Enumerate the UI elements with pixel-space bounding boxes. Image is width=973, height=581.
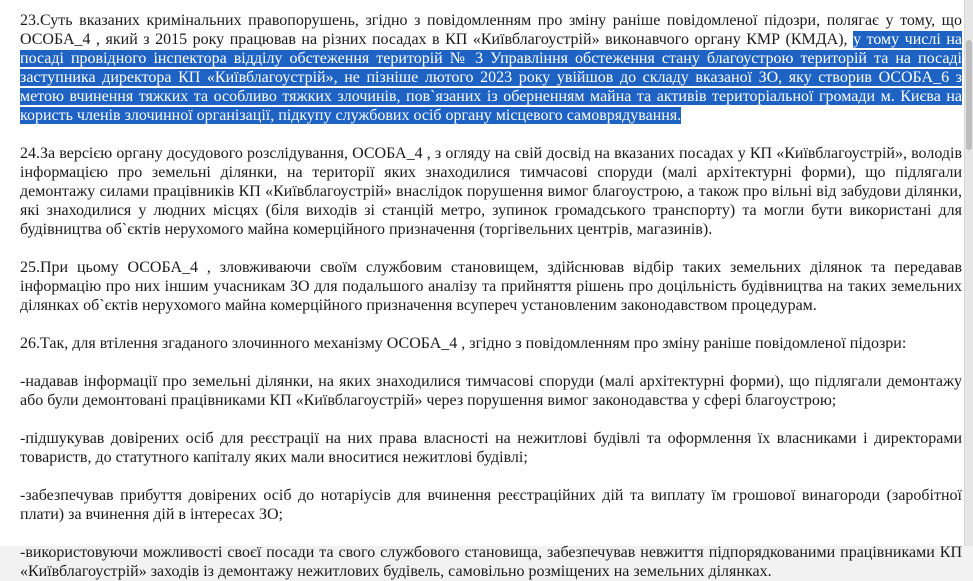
paragraph-23-text: 23.Суть вказаних кримінальних правопорушень, згідно з повідомленням про зміну раніше повідомленої підозри, полягає у тому, що ОСОБА_4 , який з 2015 року працював на різних посадах в КП «Київблагоустрій» виконавчого органу КМР (КМДА),	[20, 12, 962, 48]
scrollbar-thumb[interactable]	[966, 40, 972, 150]
paragraph-23	[20, 11, 962, 125]
list-item-1: -надавав інформації про земельні ділянки, на яких знаходилися тимчасові споруди (малі архітектурні форми), що підлягали демонтажу або були демонтовані працівниками КП «Київблагоустрій» через порушення вимог законодавства у сфері благоустрою;	[20, 373, 962, 409]
document-body	[20, 11, 962, 581]
paragraph-26: 26.Так, для втілення згаданого злочинного механізму ОСОБА_4 , згідно з повідомленням про зміну раніше повідомленої підозри:	[20, 335, 907, 352]
vertical-scrollbar[interactable]	[964, 0, 973, 546]
list-item-3: -забезпечував прибуття довірених осіб до нотаріусів для вчинення реєстраційних дій та виплату їм грошової винагороди (заробітної плати) за вчинення дій в інтересах ЗО;	[20, 487, 962, 523]
list-item-4: -використовуючи можливості своєї посади та свого службового становища, забезпечував невжиття підпорядкованими працівниками КП «Київблагоустрій» заходів із демонтажу нежитлових будівель, самовільно розміщених на земельних ділянках.	[20, 544, 962, 580]
paragraph-25: 25.При цьому ОСОБА_4 , зловживаючи своїм службовим становищем, здійснював відбір таких земельних ділянок та передавав інформацію про них іншим учасникам ЗО для подальшого аналізу та прийняття рішень про доцільність будівництва на таких земельних ділянках об`єктів нерухомого майна комерційного призначення всупереч установленим законодавством процедурам.	[20, 259, 962, 314]
paragraph-24: 24.За версією органу досудового розслідування, ОСОБА_4 , з огляду на свій досвід на вказаних посадах у КП «Київблагоустрій», володів інформацією про земельні ділянки, на території яких знаходилися тимчасові споруди (малі архітектурні форми), що підлягали демонтажу силами працівників КП «Київблагоустрій» внаслідок порушення вимог благоустрою, а також про вільні від забудови ділянки, які знаходилися у людних місцях (біля виходів зі станцій метро, зупинок громадського транспорту) та могли бути використані для будівництва об`єктів нерухомого майна комерційного призначення (торгівельних центрів, магазинів).	[20, 145, 962, 238]
selected-text[interactable]: у тому числі на посаді провідного інспектора відділу обстеження територій № 3 Управління обстеження стану благоустрою територій та на посаді заступника директора КП «Київблагоустрій», не пізніше лютого 2023 року увійшов до складу вказаної ЗО, яку створив ОСОБА_6 з метою вчинення тяжких та особливо тяжких злочинів, пов`язаних із оберненням майна та активів територіальної громади м. Києва на користь членів злочинної організації, підкупу службових осіб органу місцевого самоврядування.	[20, 31, 962, 124]
list-item-2: -підшукував довірених осіб для реєстрації на них права власності на нежитлові будівлі та оформлення їх власниками і директорами товариств, до статутного капіталу яких мали вноситися нежитлові будівлі;	[20, 430, 962, 466]
